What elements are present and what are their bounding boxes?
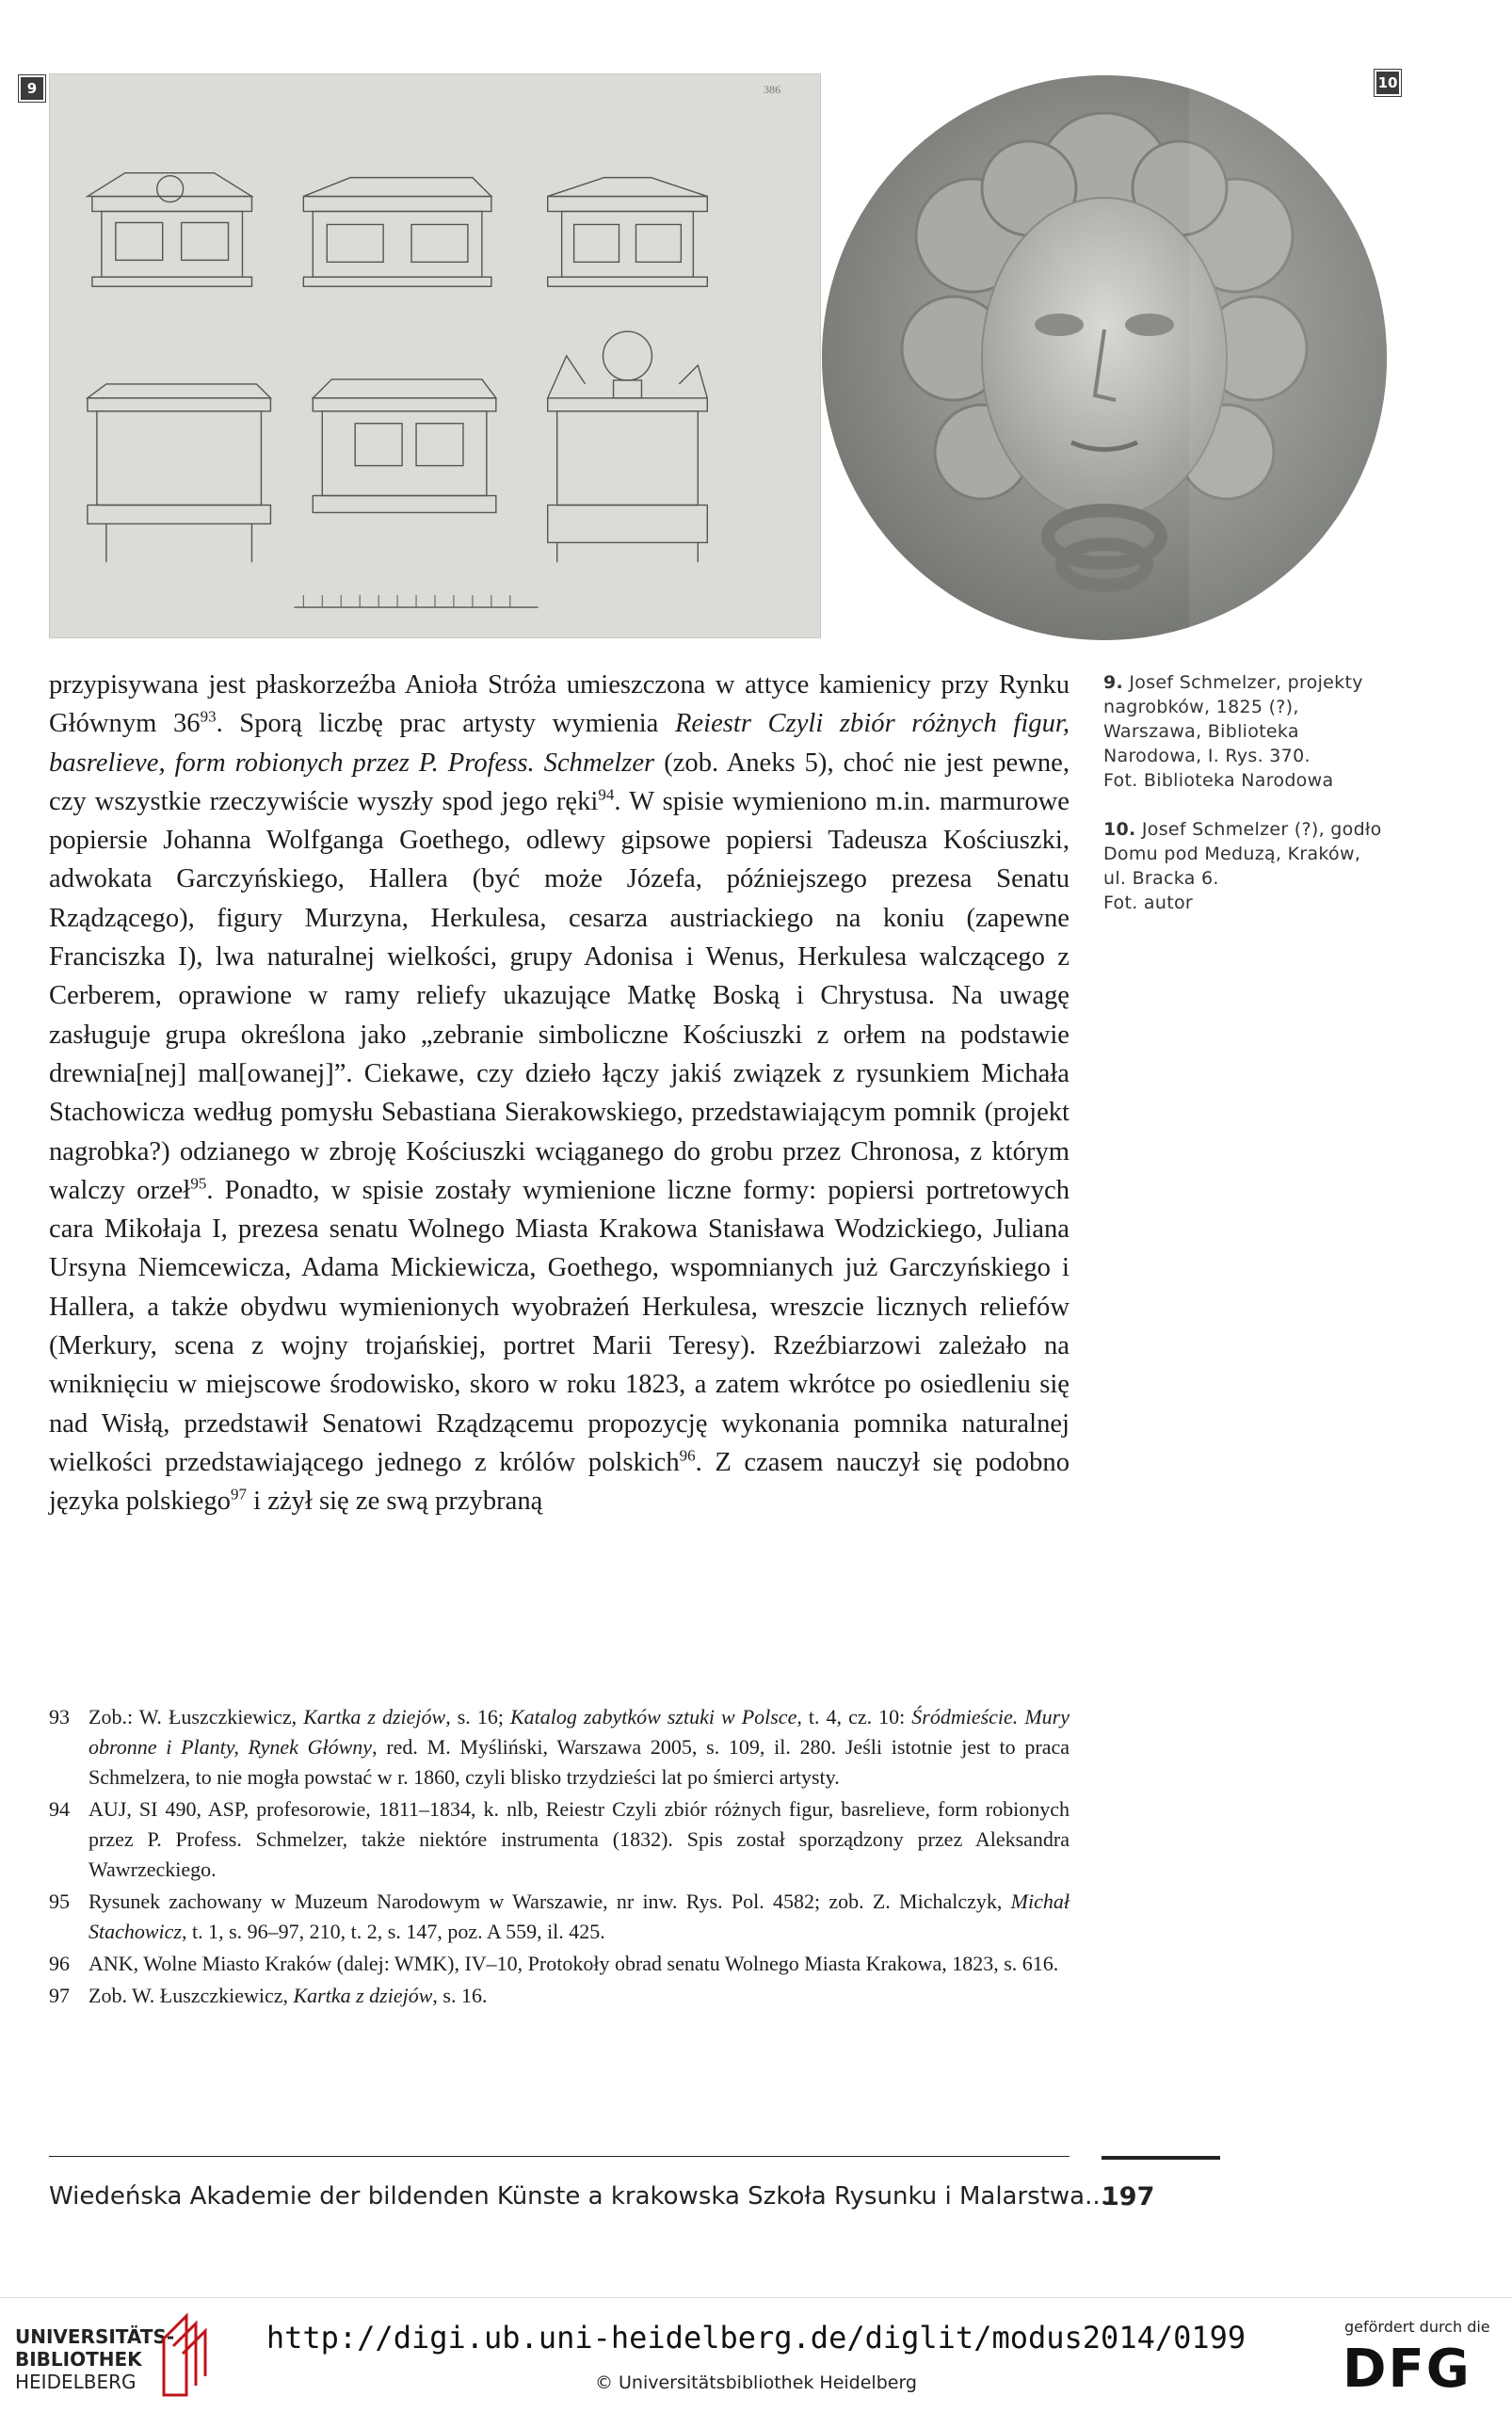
caption-text: Josef Schmelzer (?), godło Domu pod Meduzą, Kraków, ul. Bracka 6. [1103, 819, 1382, 889]
footnote-number: 94 [49, 1797, 70, 1821]
text-segment: i zżył się ze swą przybraną [246, 1487, 543, 1517]
text-segment: . Ponadto, w spisie zostały wymienione liczne formy: popiersi portretowych cara Mikołaja I, prezesa senatu Wolnego Miasta Krakowa Stanisława Wodzickiego, Juliana Ursyna Niemcewicza, Adama Mickiewicza, Goethego, wspomnianych już Garczyńskiego i Hallera, a także obydwu wymienionych wyobrażeń Herkulesa, wreszcie licznych reliefów (Merkury, scena z wojny trojańskiej, portret Marii Teresy). Rzeźbiarzowi zależało na wniknięciu w miejscowe środowisko, skoro w roku 1823, a zatem wkrótce po osiedleniu się nad Wisłą, przedstawił Senatowi Rządzącemu propozycję wykonania pomnika naturalnej wielkości przedstawiającego jednego z królów polskich [49, 1175, 1070, 1477]
page-number-rule [1102, 2156, 1220, 2160]
footnote-97 [49, 1981, 1070, 2011]
fn-part: ANK, Wolne Miasto Kraków (dalej: WMK), IV–10, Protokoły obrad senatu Wolnego Miasta Krakowa, 1823, s. 616. [88, 1952, 1059, 1975]
footnote-ref-95[interactable]: 95 [190, 1174, 207, 1193]
fn-part: Zob. W. Łuszczkiewicz, [88, 1984, 294, 2007]
footnote-number: 97 [49, 1984, 70, 2007]
footnote-ref-96[interactable]: 96 [679, 1446, 696, 1465]
page-number: 197 [1102, 2182, 1155, 2211]
figure-9-badge: 9 [19, 75, 45, 102]
fn-part: , s. 16; [445, 1705, 510, 1729]
main-text-column [49, 666, 1070, 1521]
dfg-logo: DFG [1343, 2339, 1472, 2400]
library-name-line: HEIDELBERG [15, 2371, 137, 2393]
footnote-number: 95 [49, 1889, 70, 1913]
fn-part: Rysunek zachowany w Muzeum Narodowym w Warszawie, nr inw. Rys. Pol. 4582; zob. Z. Michalczyk, [88, 1889, 1011, 1913]
fn-part: , t. 4, cz. 10: [796, 1705, 912, 1729]
copyright-notice: © Universitätsbibliothek Heidelberg [594, 2372, 917, 2393]
caption-credit: Fot. Biblioteka Narodowa [1103, 770, 1334, 791]
fn-part: , s. 16. [432, 1984, 488, 2007]
italic-title: Reiestr Czyli zbiór różnych [674, 709, 997, 739]
fn-italic: Śródmieście. Mury obronne i Planty, Rynek Główny [88, 1705, 1070, 1759]
text-segment: przypisywana jest płaskorzeźba Anioła Stróża umieszczona w attyce kamienicy przy [49, 670, 989, 699]
text-segment: . Sporą liczbę prac artysty wymienia [216, 709, 675, 739]
footnote-text [88, 1949, 1070, 1979]
caption-text: Josef Schmelzer, projekty nagrobków, 1825 (?), Warszawa, Biblioteka Narodowa, I. Rys. 370. [1103, 672, 1363, 766]
caption-number: 9. [1103, 672, 1124, 693]
footnote-94 [49, 1794, 1070, 1885]
fn-italic: Kartka z dziejów [303, 1705, 446, 1729]
captions-column [1103, 670, 1386, 940]
running-title: Wiedeńska Akademie der bildenden Künste a krakowska Szkoła Rysunku i Malarstwa... [49, 2182, 1108, 2211]
footnote-95 [49, 1887, 1070, 1947]
footnote-ref-97[interactable]: 97 [230, 1485, 247, 1503]
figure-10-medusa-relief [822, 75, 1387, 640]
footnote-96 [49, 1949, 1070, 1979]
footnote-number: 93 [49, 1705, 70, 1729]
footnote-93 [49, 1702, 1070, 1793]
fn-italic: Katalog zabytków sztuki w Polsce [509, 1705, 797, 1729]
text-segment: m.in. marmurowe popiersie Johanna Wolfganga Goethego, odlewy gipsowe popiersi Tadeusza Kościuszki, adwokata Garczyńskiego, Hallera (być może Józefa, późniejszego prezesa Senatu Rządzącego), figury Murzyna, Herkulesa, cesarza austriackiego na koniu (zapewne Franciszka I), lwa naturalnej wielkości, grupy Adonisa i Wenus, Herkulesa walczącego z Cerberem, oprawione w ramy reliefy ukazujące Matkę Boską i Chrystusa. Na uwagę zasługuje grupa określona jako „zebranie simboliczne Kościuszki z orłem na podstawie drewnia[nej] mal[owanej]”. Ciekawe, czy dzieło łączy jakiś związek z rysunkiem Michała Stachowicza według pomysłu Sebastiana Sierakowskiego, przedstawiającym pomnik (projekt nagrobka?) odzianego w zbroję Kościuszki wciąganego do grobu przez Chronosa, z którym walczy orzeł [49, 786, 1070, 1205]
caption-figure-10 [1103, 817, 1386, 915]
dfg-funding-label: gefördert durch die [1344, 2318, 1490, 2336]
medusa-head-relief-image [822, 75, 1387, 640]
fn-part: , red. M. Myśliński, Warszawa 2005, s. 109, il. 280. Jeśli istotnie jest to praca Schmelzera, to nie mogła powstać w r. 1860, czyli blisko trzydzieści lat po śmierci artysty. [88, 1735, 1070, 1789]
caption-figure-9 [1103, 670, 1386, 793]
footnotes [49, 1702, 1070, 2013]
fn-part: AUJ, SI 490, ASP, profesorowie, 1811–1834, k. nlb, Reiestr Czyli zbiór różnych figur, basrelieve, form robionych przez P. Profess. Schmelzer, także niektóre instrumenta (1832). Spis został sporządzony przez Aleksandra Wawrzeckiego. [88, 1797, 1070, 1881]
tombstone-sketches-image [50, 74, 820, 637]
footnote-text [88, 1794, 1070, 1885]
figure-10-badge: 10 [1375, 70, 1401, 96]
text-segment: . W spisie wymieniono [614, 786, 867, 816]
footnote-ref-94[interactable]: 94 [598, 785, 615, 804]
text-segment: Rynku Głównym 36 [49, 670, 1070, 739]
fn-italic: Kartka z dziejów [293, 1984, 433, 2007]
sheet-number: 386 [764, 82, 781, 96]
library-name-line: UNIVERSITÄTS- [15, 2325, 175, 2348]
footnote-ref-93[interactable]: 93 [200, 707, 217, 726]
text-segment: (zob. Aneks 5), choć nie [654, 748, 937, 778]
main-paragraph [49, 666, 1070, 1521]
digital-library-url[interactable]: http://digi.ub.uni-heidelberg.de/diglit/modus2014/0199 [265, 2320, 1247, 2356]
text-segment: jest pewne, czy wszystkie rzeczywiście wyszły spod jego ręki [49, 748, 1070, 816]
figure-9-tombstone-sketches [49, 73, 821, 638]
footnote-text [88, 1981, 1070, 2011]
library-name-line: BIBLIOTHEK [15, 2348, 142, 2371]
footnote-number: 96 [49, 1952, 70, 1975]
fn-part: Zob.: W. Łuszczkiewicz, [88, 1705, 304, 1729]
footnote-text [88, 1887, 1070, 1947]
footer-rule [49, 2156, 1070, 2157]
fn-part: , t. 1, s. 96–97, 210, t. 2, s. 147, poz. A 559, il. 425. [182, 1920, 605, 1943]
fn-italic: Michał Stachowicz [88, 1889, 1070, 1943]
text-segment: . Z czasem nauczył się podobno języka polskiego [49, 1447, 1070, 1517]
italic-title: figur, basrelieve, form robionych przez P. Profess. Schmelzer [49, 709, 1070, 778]
footnote-text [88, 1702, 1070, 1793]
caption-credit: Fot. autor [1103, 892, 1193, 913]
caption-number: 10. [1103, 819, 1136, 840]
